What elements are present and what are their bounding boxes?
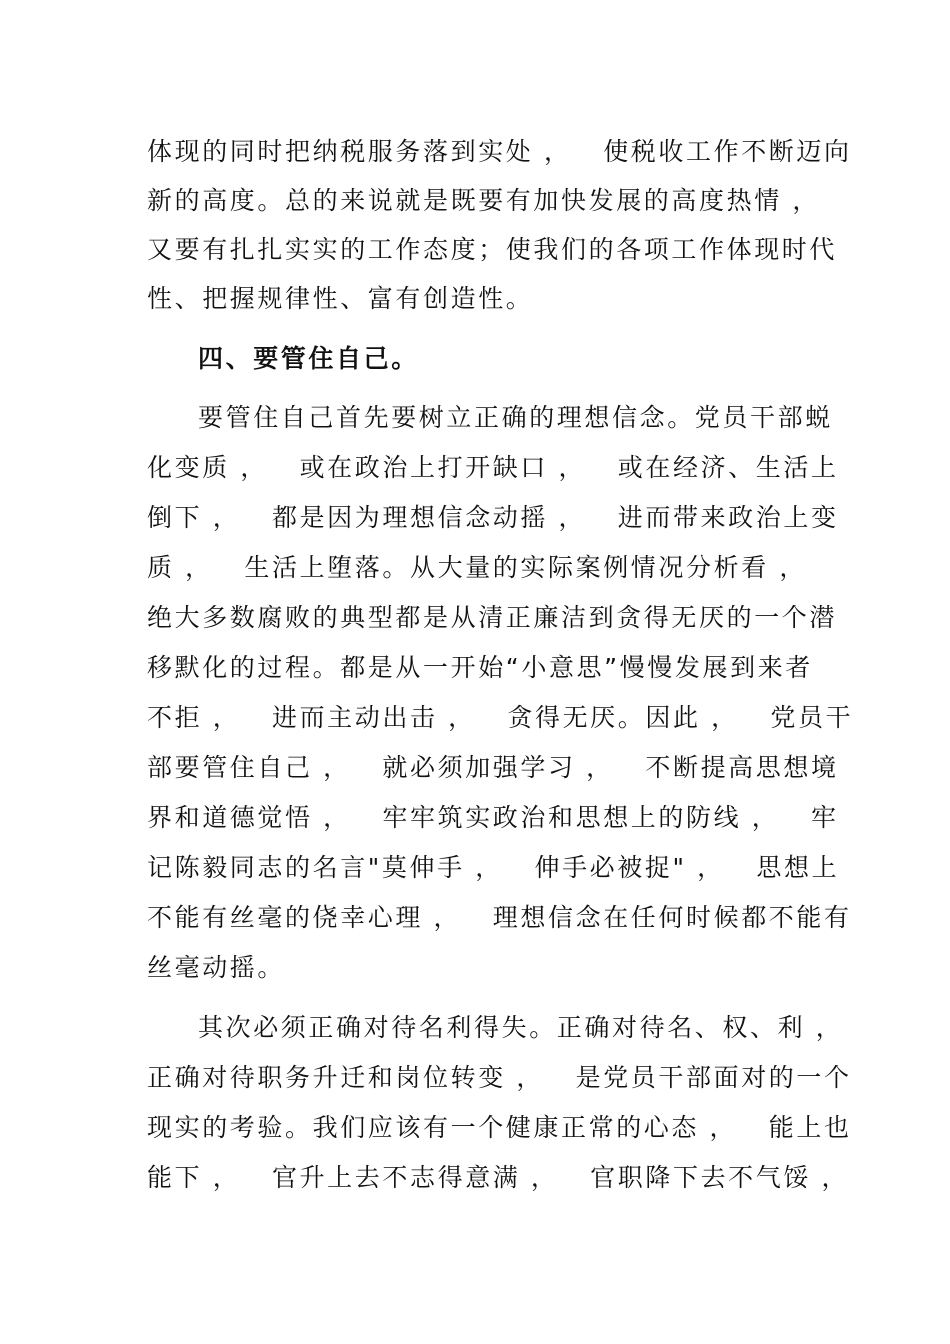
text-line: 又要有扎扎实实的工作态度；使我们的各项工作体现时代 <box>147 235 838 264</box>
text-line: 不拒 ， 进而主动出击 ， 贪得无厌。因此 ， 党员干 <box>147 703 854 732</box>
text-line: 现实的考验。我们应该有一个健康正常的心态 ， 能上也 <box>147 1113 852 1142</box>
text-line: 新的高度。总的来说就是既要有加快发展的高度热情 ， <box>147 186 820 215</box>
text-line: 正确对待职务升迁和岗位转变 ， 是党员干部面对的一个 <box>147 1063 852 1092</box>
text-line: 质 ， 生活上堕落。从大量的实际案例情况分析看 ， <box>147 553 807 582</box>
text-line: 移默化的过程。都是从一开始“小意思”慢慢发展到来者 <box>147 653 813 682</box>
text-line: 界和道德觉悟 ， 牢牢筑实政治和思想上的防线 ， 牢 <box>147 803 839 832</box>
section-heading: 四、要管住自己。 <box>198 344 419 373</box>
text-line: 绝大多数腐败的典型都是从清正廉洁到贪得无厌的一个潜 <box>147 603 838 632</box>
text-line: 体现的同时把纳税服务落到实处 ， 使税收工作不断迈向 <box>147 137 852 166</box>
text-line: 部要管住自己 ， 就必须加强学习 ， 不断提高思想境 <box>147 753 839 782</box>
text-line: 倒下 ， 都是因为理想信念动摇 ， 进而带来政治上变 <box>147 503 839 532</box>
paragraph-first-line: 其次必须正确对待名利得失。正确对待名、权、利 ， <box>198 1013 844 1042</box>
text-line: 化变质 ， 或在政治上打开缺口 ， 或在经济、生活上 <box>147 453 839 482</box>
text-line: 能下 ， 官升上去不志得意满 ， 官职降下去不气馁 ， <box>147 1163 850 1192</box>
paragraph-first-line: 要管住自己首先要树立正确的理想信念。党员干部蜕 <box>198 403 833 432</box>
text-line: 记陈毅同志的名言"莫伸手 ， 伸手必被捉" ， 思想上 <box>147 853 840 882</box>
text-line: 性、把握规律性、富有创造性。 <box>147 284 534 313</box>
text-line: 丝毫动摇。 <box>147 953 286 982</box>
text-line: 不能有丝毫的侥幸心理 ， 理想信念在任何时候都不能有 <box>147 903 852 932</box>
